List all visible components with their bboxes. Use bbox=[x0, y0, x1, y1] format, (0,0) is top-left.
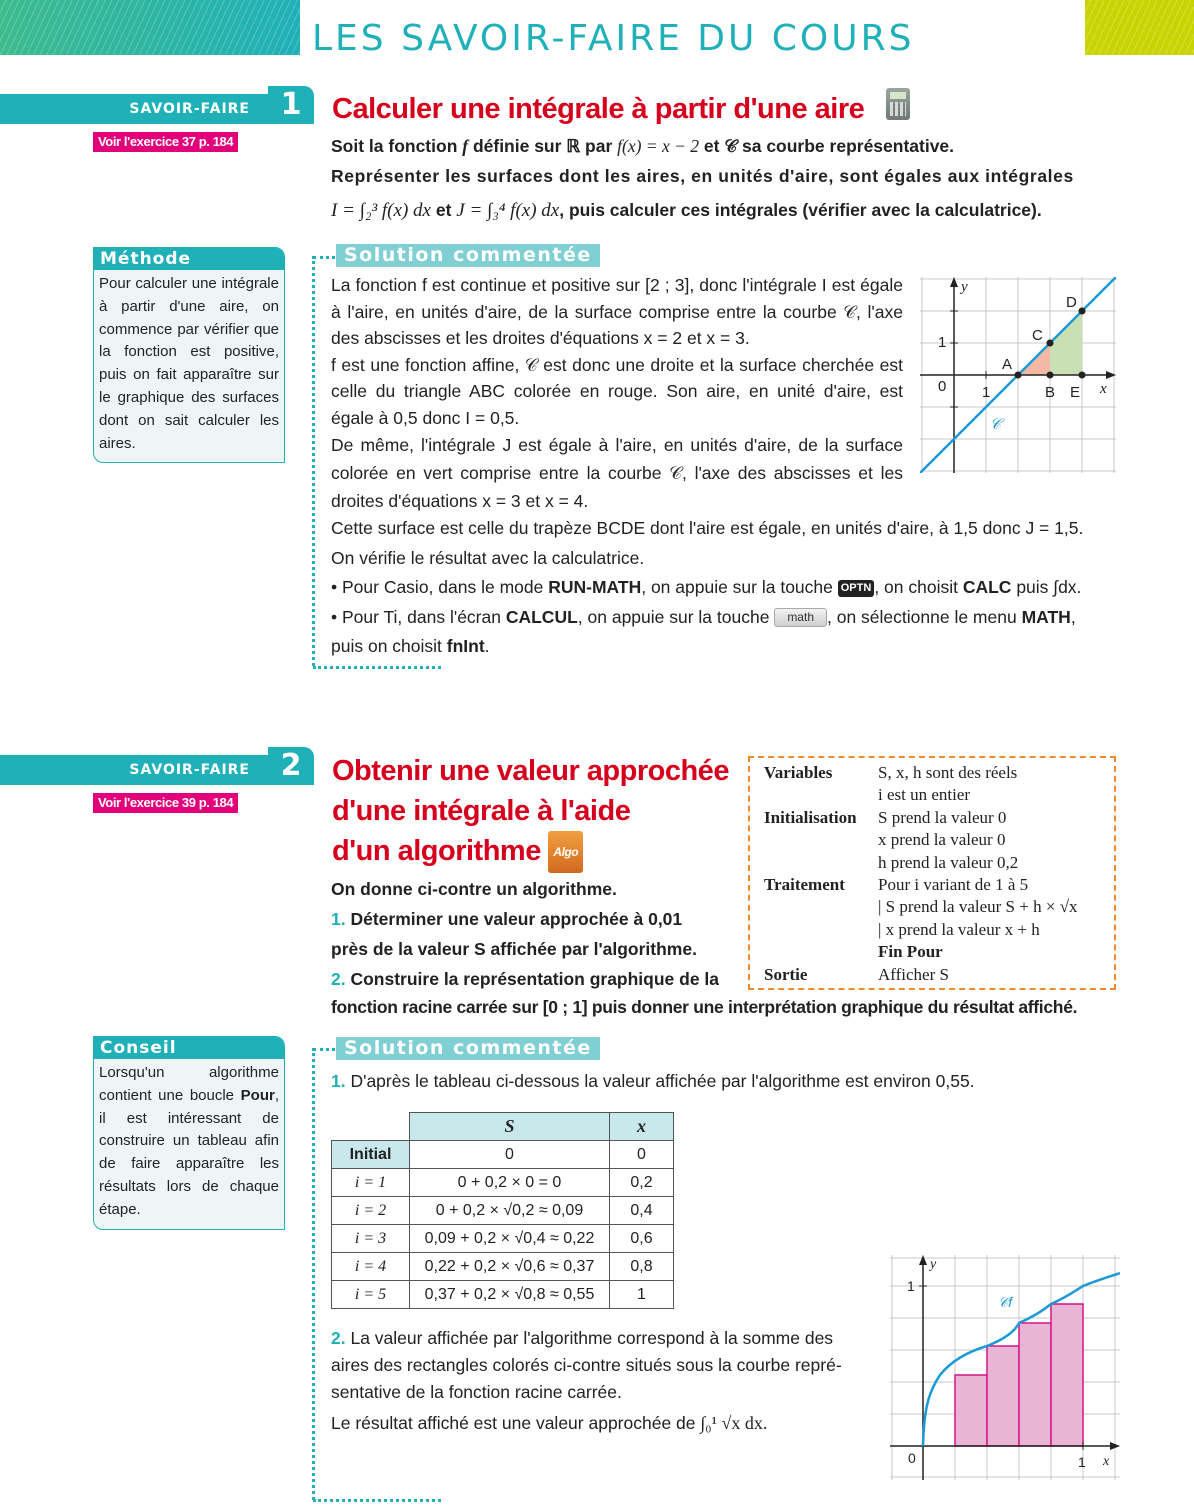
method-text: Pour calculer une intégrale à partir d'une aire, on commence par vérifier que la fonction est positive, puis on fait apparaître sur le graphique des surfaces dont on sait calculer les aires. bbox=[99, 275, 279, 452]
svg-text:1: 1 bbox=[982, 384, 991, 401]
section-title-2 bbox=[332, 751, 729, 873]
statement-2-q1-l2: près de la valeur S affichée par l'algorithme. bbox=[331, 939, 697, 959]
method-title: Méthode bbox=[94, 248, 284, 270]
solution-2-answer-1: 1. D'après le tableau ci-dessous la valeur affichée par l'algorithme est environ 0,55. bbox=[331, 1071, 975, 1091]
table-row: i = 4 0,22 + 0,2 × √0,6 ≈ 0,37 0,8 bbox=[332, 1253, 674, 1281]
svg-text:y: y bbox=[961, 279, 968, 295]
table-row: i = 1 0 + 0,2 × 0 = 0 0,2 bbox=[332, 1169, 674, 1197]
savoir-faire-number-1: 1 bbox=[268, 86, 314, 124]
solution-2-answer-2: 2. La valeur affichée par l'algorithme correspond à la somme des aires des rectangles colorés ci-contre situés sous la courbe repré- sentative de la fonction racine carrée. Le résultat affiché est une valeur approchée de ∫₀¹ √x dx. bbox=[331, 1328, 842, 1433]
section-title-2-line-2: d'une intégrale à l'aide bbox=[332, 795, 631, 827]
solution-label-2: Solution commentée bbox=[336, 1037, 600, 1060]
algorithm-box: Variables S, x, h sont des réels i est un entier Initialisation S prend la valeur 0 x prend la valeur 0 h prend la valeur 0,2 Traitement Pour i variant de 1 à 5 | S prend la valeur S + h × √x | x prend la valeur x + h Fin Pour Sortie Afficher S bbox=[748, 756, 1116, 990]
table-header-row: S x bbox=[332, 1113, 674, 1141]
advice-box bbox=[93, 1036, 285, 1230]
svg-text:1: 1 bbox=[938, 334, 947, 351]
graph-linear-function bbox=[920, 277, 1116, 473]
exercise-link-1[interactable]: Voir l'exercice 37 p. 184 bbox=[93, 132, 238, 152]
statement-2-intro: On donne ci-contre un algorithme. bbox=[331, 879, 617, 899]
solution-1-para-3: De même, l'intégrale J est égale à l'aire, en unités d'aire, de la surface colorée en vert comprise entre la courbe 𝒞, l'axe des abscisses et les droites d'équations x = 3 et x = 4. bbox=[331, 435, 903, 511]
svg-text:y: y bbox=[930, 1257, 937, 1272]
svg-text:1: 1 bbox=[1078, 1454, 1086, 1470]
section-title-1-text: Calculer une intégrale à partir d'une aire bbox=[332, 93, 865, 125]
svg-text:B: B bbox=[1045, 384, 1056, 401]
svg-text:𝒞f: 𝒞f bbox=[998, 1294, 1013, 1310]
advice-title: Conseil bbox=[94, 1037, 284, 1059]
statement-line-3: I = ∫₂³ f(x) dx et J = ∫₃⁴ f(x) dx, puis calculer ces intégrales (vérifier avec la calculatrice). bbox=[331, 200, 1042, 221]
table-row: i = 3 0,09 + 0,2 × √0,4 ≈ 0,22 0,6 bbox=[332, 1225, 674, 1253]
svg-text:E: E bbox=[1070, 384, 1081, 401]
solution-1-para-2: f est une fonction affine, 𝒞 est donc une droite et la surface cherchée est celle du triangle ABC colorée en rouge. Son aire, en unité d'aire, est égale à 0,5 donc I = 0,5. bbox=[331, 354, 903, 428]
algo-badge-icon: Algo bbox=[548, 831, 583, 873]
page-title: LES SAVOIR-FAIRE DU COURS bbox=[312, 18, 915, 59]
statement-2-q2-l1: 2. Construire la représentation graphique de la bbox=[331, 969, 720, 989]
svg-text:0: 0 bbox=[938, 378, 947, 395]
header-banner-left bbox=[0, 0, 300, 55]
section-title-2-line-3: d'un algorithme Algo bbox=[332, 831, 729, 873]
solution-2-dotted-bottom bbox=[313, 1499, 441, 1502]
solution-1-text bbox=[331, 272, 903, 515]
calculator-icon bbox=[886, 88, 910, 120]
exercise-link-2[interactable]: Voir l'exercice 39 p. 184 bbox=[93, 793, 238, 813]
solution-1-para-5: On vérifie le résultat avec la calculatrice. bbox=[331, 547, 645, 568]
iteration-table bbox=[331, 1112, 674, 1309]
svg-text:x: x bbox=[1100, 381, 1107, 397]
svg-text:x: x bbox=[1103, 1454, 1110, 1469]
solution-1-ti: • Pour Ti, dans l'écran CALCUL, on appuie sur la touche math , on sélectionne le menu MATH, bbox=[331, 606, 1076, 627]
solution-1-casio: • Pour Casio, dans le mode RUN-MATH, on appuie sur la touche OPTN , on choisit CALC puis ∫dx. bbox=[331, 577, 1082, 597]
svg-text:A: A bbox=[1002, 356, 1013, 373]
solution-1-para-1: La fonction f est continue et positive sur [2 ; 3], donc l'intégrale I est égale à l'aire, en unités d'aire, de la surface comprise entre la courbe 𝒞, l'axe des abscisses et les droites d'équations x = 2 et x = 3. bbox=[331, 275, 903, 348]
solution-1-para-4: Cette surface est celle du trapèze BCDE dont l'aire est égale, en unités d'aire, à 1,5 donc J = 1,5. bbox=[331, 518, 1084, 538]
statement-line-2: Représenter les surfaces dont les aires, en unités d'aire, sont égales aux intégrales bbox=[331, 166, 1074, 186]
savoir-faire-number-2: 2 bbox=[268, 747, 314, 785]
solution-2-dotted-top bbox=[313, 1048, 335, 1051]
math-key-icon: math bbox=[774, 608, 827, 627]
optn-key-icon: OPTN bbox=[838, 580, 875, 597]
savoir-faire-label-1: SAVOIR-FAIRE bbox=[0, 94, 268, 124]
svg-text:0: 0 bbox=[908, 1450, 916, 1466]
solution-2-dotted-side bbox=[312, 1048, 315, 1500]
solution-1-dotted-side bbox=[312, 256, 315, 666]
solution-1-text-cont bbox=[331, 514, 1121, 662]
table-row: i = 2 0 + 0,2 × √0,2 ≈ 0,09 0,4 bbox=[332, 1197, 674, 1225]
statement-2-q2-l2: fonction racine carrée sur [0 ; 1] puis donner une interprétation graphique du résultat affiché. bbox=[331, 997, 1078, 1017]
svg-text:C: C bbox=[1032, 327, 1043, 344]
section-title-2-line-1: Obtenir une valeur approchée bbox=[332, 755, 729, 787]
table-row: i = 5 0,37 + 0,2 × √0,8 ≈ 0,55 1 bbox=[332, 1281, 674, 1309]
advice-text: Lorsqu'un algorithme contient une boucle Pour, il est intéressant de construire un tableau afin de faire apparaître les résultats lors de chaque étape. bbox=[99, 1064, 279, 1218]
statement-2-q1-l1: 1. Déterminer une valeur approchée à 0,01 bbox=[331, 909, 683, 929]
statement-1 bbox=[331, 131, 1121, 226]
section-title-1 bbox=[332, 88, 910, 129]
solution-1-ti-end: puis on choisit fnInt. bbox=[331, 636, 490, 656]
header-banner-right bbox=[1085, 0, 1194, 55]
table-row: Initial 0 0 bbox=[332, 1141, 674, 1169]
solution-1-dotted-top bbox=[313, 256, 335, 259]
statement-2 bbox=[331, 874, 741, 994]
svg-text:𝒞: 𝒞 bbox=[990, 416, 1001, 433]
svg-text:D: D bbox=[1066, 294, 1077, 311]
method-box bbox=[93, 247, 285, 463]
graph-sqrt-function bbox=[890, 1255, 1120, 1480]
savoir-faire-label-2: SAVOIR-FAIRE bbox=[0, 755, 268, 785]
solution-label-1: Solution commentée bbox=[336, 244, 600, 267]
solution-1-dotted-bottom bbox=[313, 666, 441, 669]
statement-line-1: Soit la fonction f définie sur ℝ par f(x) = x − 2 et 𝒞 sa courbe représentative. bbox=[331, 136, 955, 156]
svg-text:1: 1 bbox=[907, 1278, 915, 1294]
